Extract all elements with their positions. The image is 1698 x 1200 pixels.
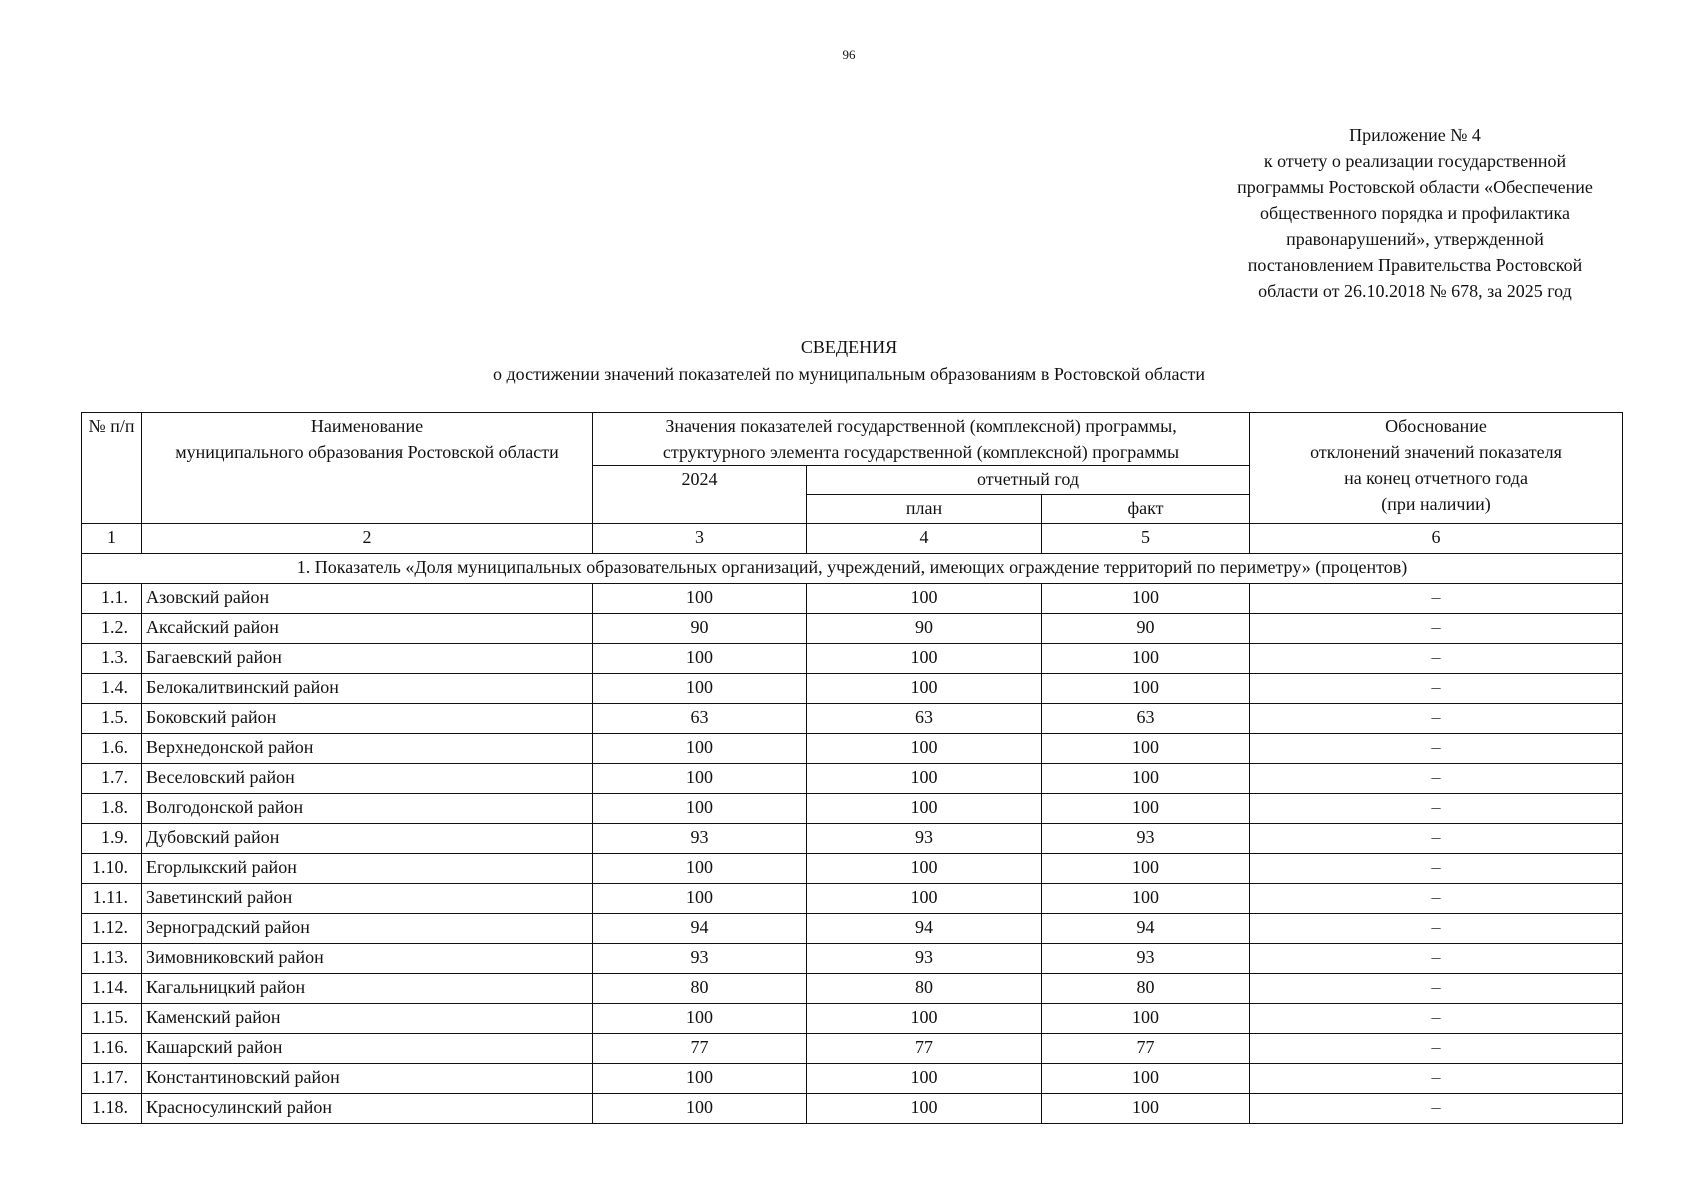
row-number: 1.14. [82, 974, 142, 1004]
municipality-name: Егорлыкский район [142, 854, 593, 884]
header-fact: факт [1042, 495, 1250, 524]
row-number: 1.3. [82, 644, 142, 674]
value-fact: 93 [1042, 944, 1250, 974]
header-reason-line: (при наличии) [1381, 494, 1491, 514]
deviation-reason: – [1250, 764, 1623, 794]
deviation-reason: – [1250, 674, 1623, 704]
value-2024: 100 [593, 644, 807, 674]
deviation-reason: – [1250, 854, 1623, 884]
column-number: 5 [1042, 524, 1250, 554]
deviation-reason: – [1250, 614, 1623, 644]
value-plan: 93 [807, 944, 1042, 974]
table-row [82, 794, 1623, 824]
header-values [593, 413, 1250, 466]
municipality-name: Веселовский район [142, 764, 593, 794]
value-2024: 100 [593, 1004, 807, 1034]
header-reason-line: отклонений значений показателя [1310, 442, 1562, 462]
deviation-reason: – [1250, 884, 1623, 914]
deviation-reason: – [1250, 914, 1623, 944]
title-heading: СВЕДЕНИЯ [800, 337, 898, 357]
table-row [82, 884, 1623, 914]
table-row [82, 614, 1623, 644]
municipality-name: Кашарский район [142, 1034, 593, 1064]
column-number: 4 [807, 524, 1042, 554]
row-number: 1.5. [82, 704, 142, 734]
municipality-name: Волгодонской район [142, 794, 593, 824]
table-row [82, 734, 1623, 764]
value-2024: 93 [593, 944, 807, 974]
value-plan: 100 [807, 674, 1042, 704]
table-row [82, 974, 1623, 1004]
appendix-line: общественного порядка и профилактика [1260, 203, 1570, 223]
value-fact: 100 [1042, 884, 1250, 914]
deviation-reason: – [1250, 1064, 1623, 1094]
value-plan: 100 [807, 1004, 1042, 1034]
value-plan: 100 [807, 764, 1042, 794]
header-year-prev: 2024 [593, 466, 807, 524]
municipality-name: Белокалитвинский район [142, 674, 593, 704]
value-2024: 100 [593, 884, 807, 914]
deviation-reason: – [1250, 644, 1623, 674]
value-2024: 100 [593, 1064, 807, 1094]
value-fact: 93 [1042, 824, 1250, 854]
deviation-reason: – [1250, 944, 1623, 974]
municipality-name: Красносулинский район [142, 1094, 593, 1124]
value-2024: 100 [593, 584, 807, 614]
row-number: 1.13. [82, 944, 142, 974]
value-fact: 100 [1042, 1094, 1250, 1124]
value-plan: 100 [807, 794, 1042, 824]
value-fact: 100 [1042, 644, 1250, 674]
value-plan: 94 [807, 914, 1042, 944]
municipality-name: Константиновский район [142, 1064, 593, 1094]
table-row [82, 674, 1623, 704]
value-2024: 100 [593, 734, 807, 764]
title-subheading: о достижении значений показателей по муниципальным образованиям в Ростовской области [493, 364, 1205, 384]
page-number: 96 [842, 47, 856, 62]
value-fact: 100 [1042, 794, 1250, 824]
row-number: 1.2. [82, 614, 142, 644]
value-fact: 90 [1042, 614, 1250, 644]
municipality-name: Дубовский район [142, 824, 593, 854]
row-number: 1.7. [82, 764, 142, 794]
deviation-reason: – [1250, 584, 1623, 614]
row-number: 1.15. [82, 1004, 142, 1034]
municipality-name: Верхнедонской район [142, 734, 593, 764]
value-fact: 100 [1042, 674, 1250, 704]
table-row [82, 1094, 1623, 1124]
value-2024: 63 [593, 704, 807, 734]
value-2024: 80 [593, 974, 807, 1004]
row-number: 1.12. [82, 914, 142, 944]
deviation-reason: – [1250, 1004, 1623, 1034]
value-fact: 80 [1042, 974, 1250, 1004]
table-row [82, 644, 1623, 674]
column-numbers-row [82, 524, 1623, 554]
value-2024: 100 [593, 1094, 807, 1124]
value-fact: 94 [1042, 914, 1250, 944]
value-plan: 100 [807, 584, 1042, 614]
table-row [82, 584, 1623, 614]
appendix-line: области от 26.10.2018 № 678, за 2025 год [1258, 281, 1572, 301]
appendix-line: Приложение № 4 [1349, 125, 1481, 145]
deviation-reason: – [1250, 794, 1623, 824]
deviation-reason: – [1250, 704, 1623, 734]
header-values-line: Значения показателей государственной (комплексной) программы, [665, 416, 1177, 436]
header-reason-line: Обоснование [1385, 416, 1487, 436]
value-plan: 100 [807, 644, 1042, 674]
deviation-reason: – [1250, 974, 1623, 1004]
header-report-year: отчетный год [807, 466, 1250, 495]
table-row [82, 914, 1623, 944]
header-name-line: муниципального образования Ростовской области [175, 442, 559, 462]
row-number: 1.8. [82, 794, 142, 824]
row-number: 1.11. [82, 884, 142, 914]
header-plan: план [807, 495, 1042, 524]
table-row [82, 824, 1623, 854]
header-num: № п/п [82, 413, 142, 524]
appendix-line: правонарушений», утвержденной [1286, 229, 1544, 249]
deviation-reason: – [1250, 1034, 1623, 1064]
header-row [82, 413, 1623, 466]
value-fact: 100 [1042, 734, 1250, 764]
value-plan: 77 [807, 1034, 1042, 1064]
row-number: 1.17. [82, 1064, 142, 1094]
municipality-name: Кагальницкий район [142, 974, 593, 1004]
deviation-reason: – [1250, 1094, 1623, 1124]
header-values-line: структурного элемента государственной (комплексной) программы [662, 442, 1180, 462]
municipality-name: Азовский район [142, 584, 593, 614]
appendix-line: постановлением Правительства Ростовской [1247, 255, 1583, 275]
column-number: 6 [1250, 524, 1623, 554]
table-row [82, 1064, 1623, 1094]
value-plan: 100 [807, 734, 1042, 764]
value-fact: 100 [1042, 1064, 1250, 1094]
value-fact: 77 [1042, 1034, 1250, 1064]
value-plan: 100 [807, 1094, 1042, 1124]
header-reason-line: на конец отчетного года [1344, 468, 1528, 488]
table-row [82, 854, 1623, 884]
document-title [0, 334, 1698, 388]
municipality-name: Багаевский район [142, 644, 593, 674]
appendix-line: к отчету о реализации государственной [1263, 151, 1567, 171]
header-reason [1250, 413, 1623, 524]
row-number: 1.16. [82, 1034, 142, 1064]
value-fact: 100 [1042, 584, 1250, 614]
row-number: 1.1. [82, 584, 142, 614]
value-plan: 100 [807, 1064, 1042, 1094]
deviation-reason: – [1250, 824, 1623, 854]
column-number: 2 [142, 524, 593, 554]
value-fact: 100 [1042, 854, 1250, 884]
section-title: 1. Показатель «Доля муниципальных образовательных организаций, учреждений, имеющих ограждение территорий по периметру» (процентов) [82, 554, 1623, 584]
municipality-name: Зимовниковский район [142, 944, 593, 974]
value-2024: 100 [593, 794, 807, 824]
value-fact: 100 [1042, 764, 1250, 794]
table-row [82, 1004, 1623, 1034]
municipality-name: Аксайский район [142, 614, 593, 644]
row-number: 1.6. [82, 734, 142, 764]
value-2024: 77 [593, 1034, 807, 1064]
table-row [82, 764, 1623, 794]
deviation-reason: – [1250, 734, 1623, 764]
value-2024: 93 [593, 824, 807, 854]
municipality-name: Заветинский район [142, 884, 593, 914]
row-number: 1.9. [82, 824, 142, 854]
table-row [82, 1034, 1623, 1064]
value-2024: 94 [593, 914, 807, 944]
row-number: 1.18. [82, 1094, 142, 1124]
appendix-note [1215, 122, 1615, 304]
appendix-line: программы Ростовской области «Обеспечение [1237, 177, 1593, 197]
value-plan: 80 [807, 974, 1042, 1004]
value-plan: 100 [807, 884, 1042, 914]
table-row [82, 944, 1623, 974]
value-2024: 100 [593, 854, 807, 884]
column-number: 1 [82, 524, 142, 554]
value-plan: 93 [807, 824, 1042, 854]
value-fact: 100 [1042, 1004, 1250, 1034]
value-2024: 100 [593, 674, 807, 704]
municipality-name: Боковский район [142, 704, 593, 734]
municipality-name: Зерноградский район [142, 914, 593, 944]
header-name-line: Наименование [310, 416, 424, 436]
indicators-table [81, 412, 1623, 1124]
row-number: 1.10. [82, 854, 142, 884]
header-name [142, 413, 593, 524]
value-2024: 100 [593, 764, 807, 794]
value-2024: 90 [593, 614, 807, 644]
table-row [82, 704, 1623, 734]
row-number: 1.4. [82, 674, 142, 704]
section-row [82, 554, 1623, 584]
value-plan: 90 [807, 614, 1042, 644]
value-fact: 63 [1042, 704, 1250, 734]
column-number: 3 [593, 524, 807, 554]
municipality-name: Каменский район [142, 1004, 593, 1034]
value-plan: 63 [807, 704, 1042, 734]
value-plan: 100 [807, 854, 1042, 884]
